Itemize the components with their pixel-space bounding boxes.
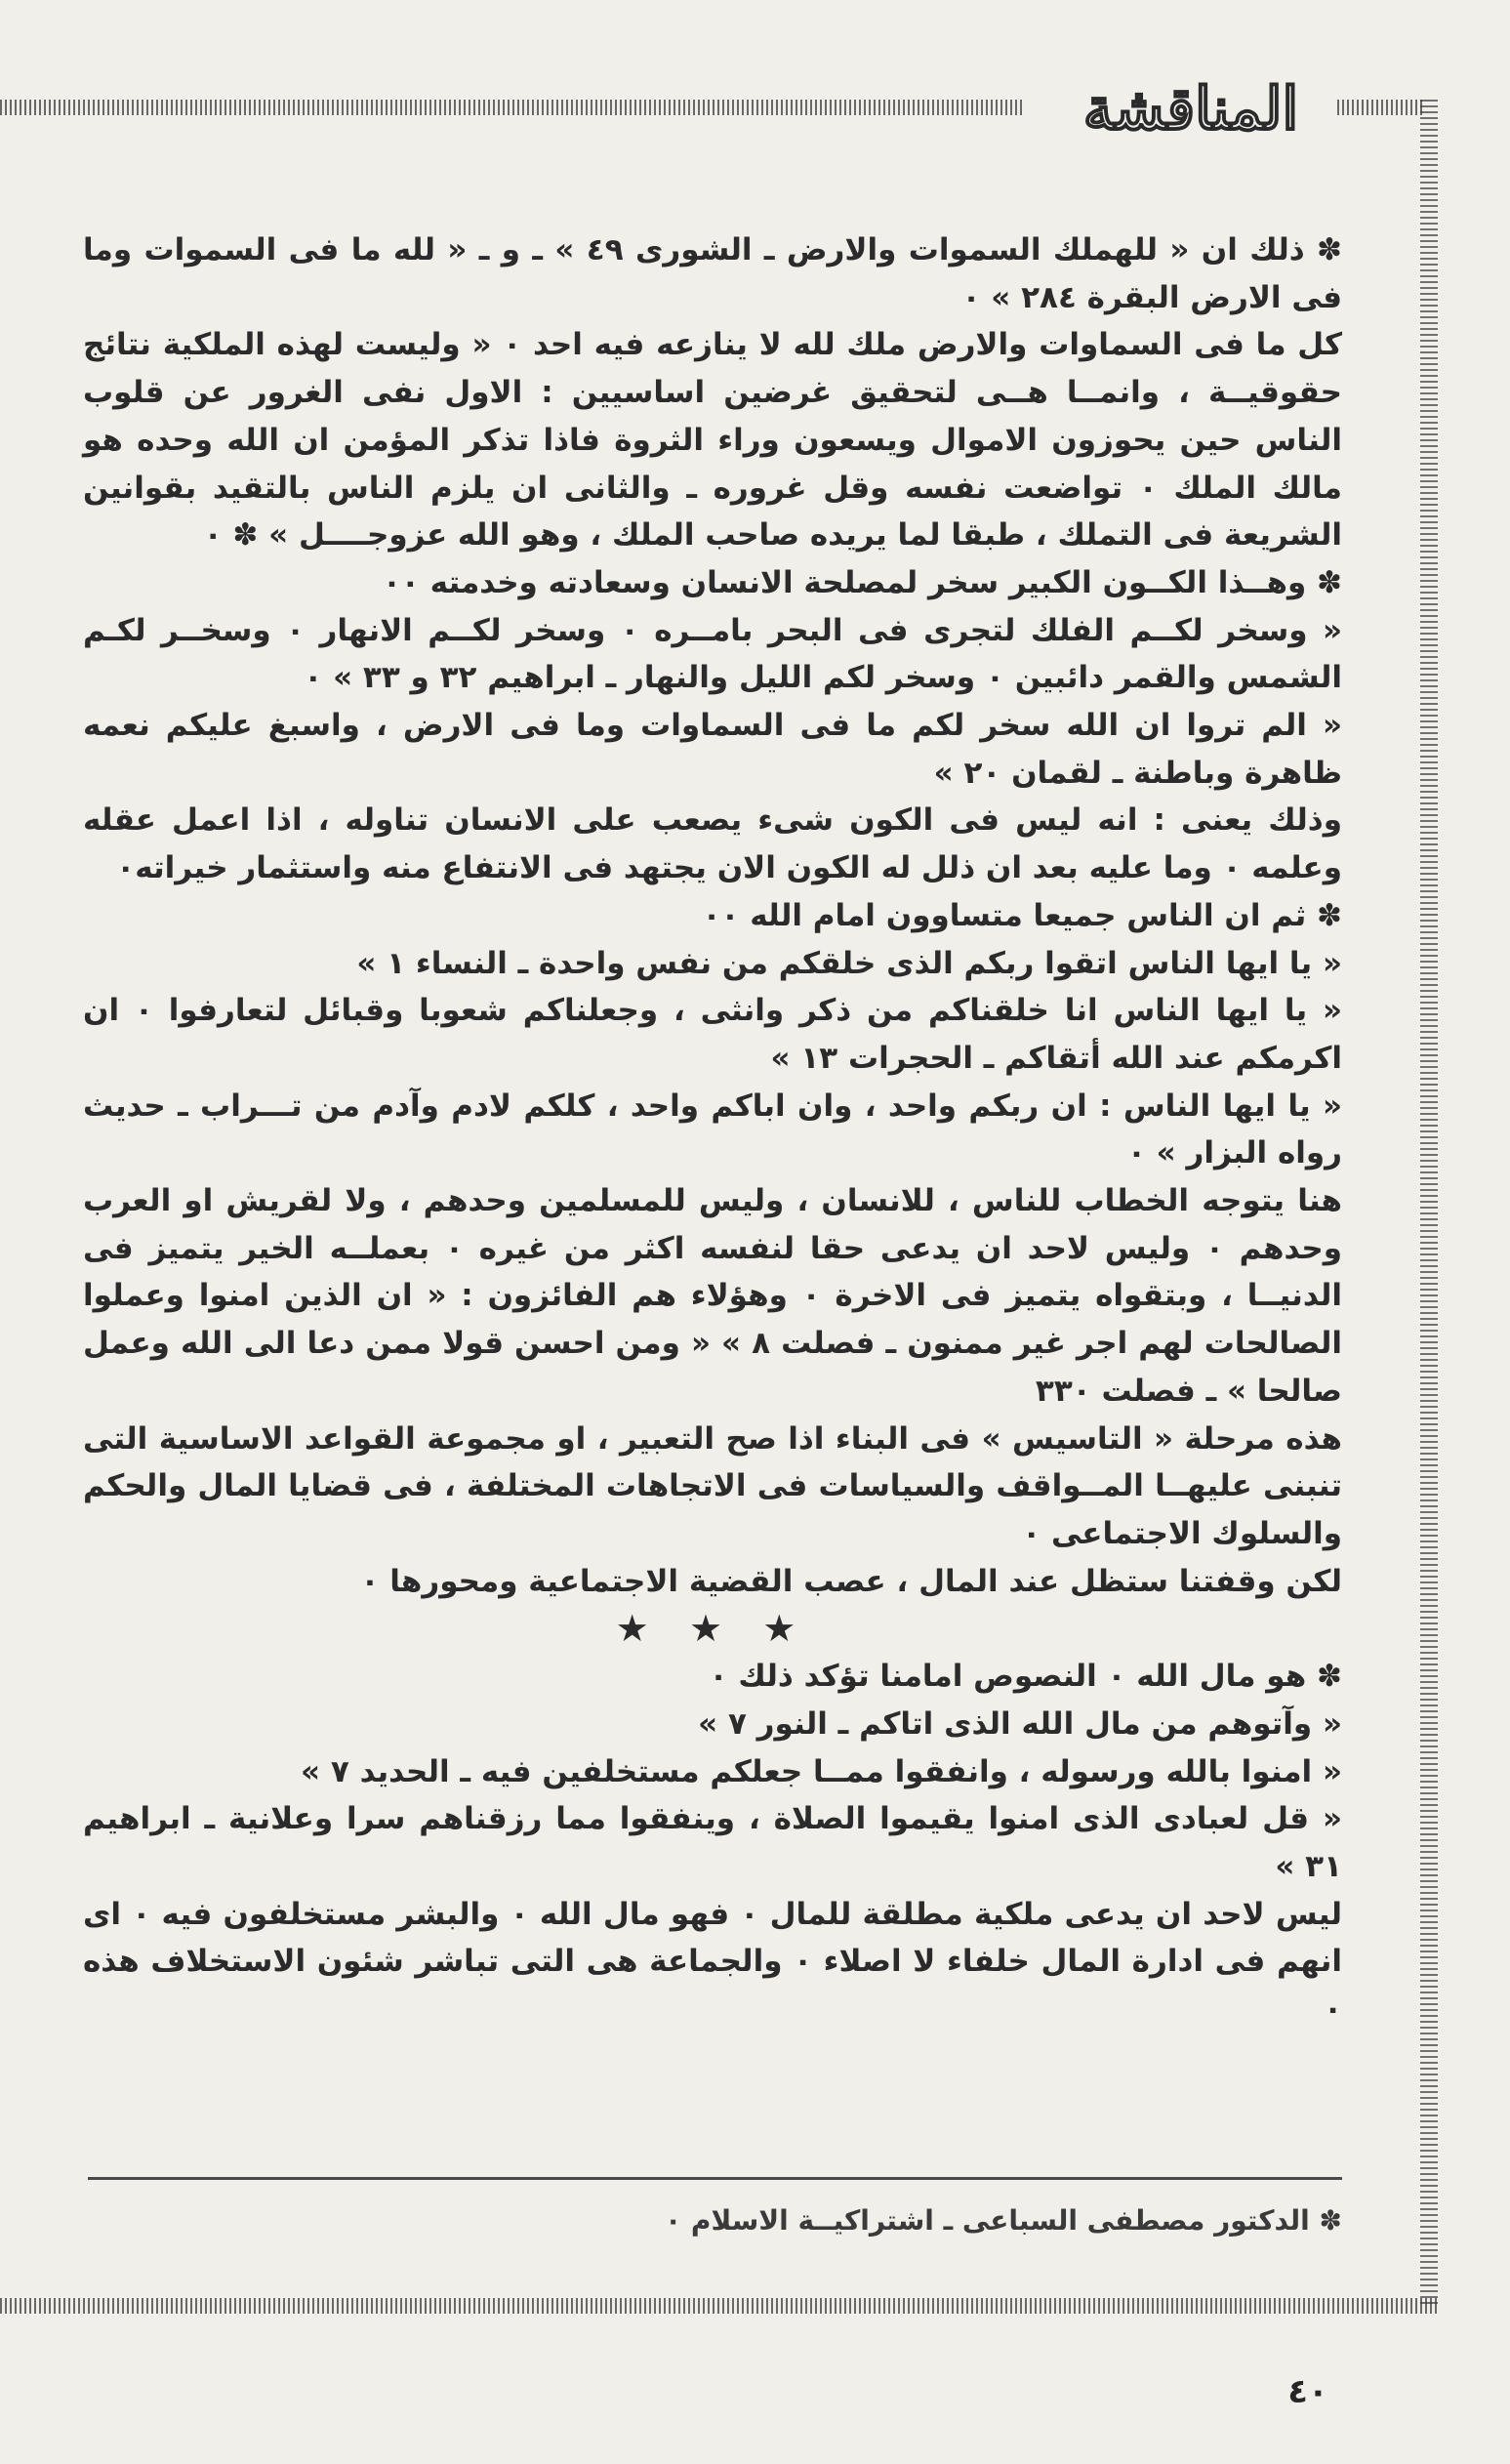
paragraph: كل ما فى السماوات والارض ملك لله لا ينازعه فيه احد ٠ « وليست لهذه الملكية نتائج حقوقيــة ، وانمــا هــى لتحقيق غرضين اساسيين : الاول نفى الغرور عن قلوب الناس حين يحوزون الاموال ويسعون وراء الثروة فاذا تذكر المؤمن ان الله وحده هو مالك الملك ٠ تواضعت نفسه وقل غروره ـ والثانى ان يلزم الناس بالتقيد بقوانين الشريعة فى التملك ، طبقا لما يريده صاحب الملك ، وهو الله عزوجــــل » ✽ ٠ [83, 327, 1342, 554]
paragraph: ليس لاحد ان يدعى ملكية مطلقة للمال ٠ فهو مال الله ٠ والبشر مستخلفون فيه ٠ اى انهم فى ادارة المال خلفاء لا اصلاء ٠ والجماعة هى التى تباشر شئون الاستخلاف هذه ٠ [83, 1896, 1342, 2028]
paragraph: هنا يتوجه الخطاب للناس ، للانسان ، وليس للمسلمين وحدهم ، ولا لقريش او العرب وحدهم ٠ وليس لاحد ان يدعى حقا لنفسه اكثر من غيره ٠ بعملــه الخير يتميز فى الدنيــا ، وبتقواه يتميز فى الاخرة ٠ وهؤلاء هم الفائزون : « ان الذين امنوا وعملوا الصالحات لهم اجر غير ممنون ـ فصلت ٨ » « ومن احسن قولا ممن دعا الى الله وعمل صالحا » ـ فصلت ٣٣٠ [83, 1183, 1342, 1409]
paragraph: « وسخر لكــم الفلك لتجرى فى البحر بامــره ٠ وسخر لكــم الانهار ٠ وسخــر لكـم الشمس والقمر دائبين ٠ وسخر لكم الليل والنهار ـ ابراهيم ٣٢ و ٣٣ » ٠ [83, 612, 1342, 696]
page-number: ٤٠ [1287, 2372, 1328, 2411]
article-body [83, 226, 1342, 2033]
paragraph: هذه مرحلة « التاسيس » فى البناء اذا صح التعبير ، او مجموعة القواعد الاساسية التى تنبنى عليهــا المــواقف والسياسات فى الاتجاهات المختلفة ، فى قضايا المال والحكم والسلوك الاجتماعى ٠ [83, 1420, 1342, 1551]
paragraph: « الم تروا ان الله سخر لكم ما فى السماوات وما فى الارض ، واسبغ عليكم نعمه ظاهرة وباطنة ـ لقمان ٢٠ » [83, 708, 1342, 791]
ornamental-border-bottom [0, 2298, 1438, 2314]
paragraph: وذلك يعنى : انه ليس فى الكون شىء يصعب على الانسان تناوله ، اذا اعمل عقله وعلمه ٠ وما عليه بعد ان ذلل له الكون الان يجتهد فى الانتفاع منه واستثمار خيراته٠ [83, 802, 1342, 886]
footnote: ✽ الدكتور مصطفى السباعى ـ اشتراكيــة الاسلام ٠ [665, 2204, 1342, 2237]
paragraph: « امنوا بالله ورسوله ، وانفقوا ممــا جعلكم مستخلفين فيه ـ الحديد ٧ » [301, 1753, 1342, 1789]
paragraph: « يا ايها الناس انا خلقناكم من ذكر وانثى ، وجعلناكم شعوبا وقبائل لتعارفوا ٠ ان اكرمكم عند الله أتقاكم ـ الحجرات ١٣ » [83, 993, 1343, 1076]
ornamental-border-right [1420, 100, 1438, 2306]
paragraph: « يا ايها الناس اتقوا ربكم الذى خلقكم من نفس واحدة ـ النساء ١ » [356, 945, 1342, 981]
paragraph: ✽ هو مال الله ٠ النصوص امامنا تؤكد ذلك ٠ [709, 1659, 1342, 1695]
paragraph: « قل لعبادى الذى امنوا يقيموا الصلاة ، وينفقوا مما رزقناهم سرا وعلانية ـ ابراهيم ٣١ » [83, 1801, 1342, 1884]
paragraph: ✽ ثم ان الناس جميعا متساوون امام الله ٠٠ [702, 897, 1342, 933]
ornamental-border-top-right [1337, 100, 1425, 115]
paragraph: « يا ايها الناس : ان ربكم واحد ، وان اباكم واحد ، كلكم لادم وآدم من تـــراب ـ حديث رواه البزار » ٠ [83, 1088, 1342, 1171]
paragraph: « وآتوهم من مال الله الذى اتاكم ـ النور ٧ » [698, 1705, 1342, 1742]
section-divider-stars: ★ ★ ★ [615, 1607, 810, 1651]
footnote-divider [88, 2177, 1342, 2180]
ornamental-border-top [0, 100, 1025, 115]
paragraph: لكن وقفتنا ستظل عند المال ، عصب القضية الاجتماعية ومحورها ٠ [360, 1563, 1342, 1599]
magazine-masthead: المناقشة [1082, 75, 1299, 144]
paragraph: ✽ ذلك ان « للهملك السموات والارض ـ الشورى ٤٩ » ـ و ـ « لله ما فى السموات وما فى الارض البقرة ٢٨٤ » ٠ [83, 232, 1342, 315]
paragraph: ✽ وهــذا الكــون الكبير سخر لمصلحة الانسان وسعادته وخدمته ٠٠ [383, 564, 1342, 600]
